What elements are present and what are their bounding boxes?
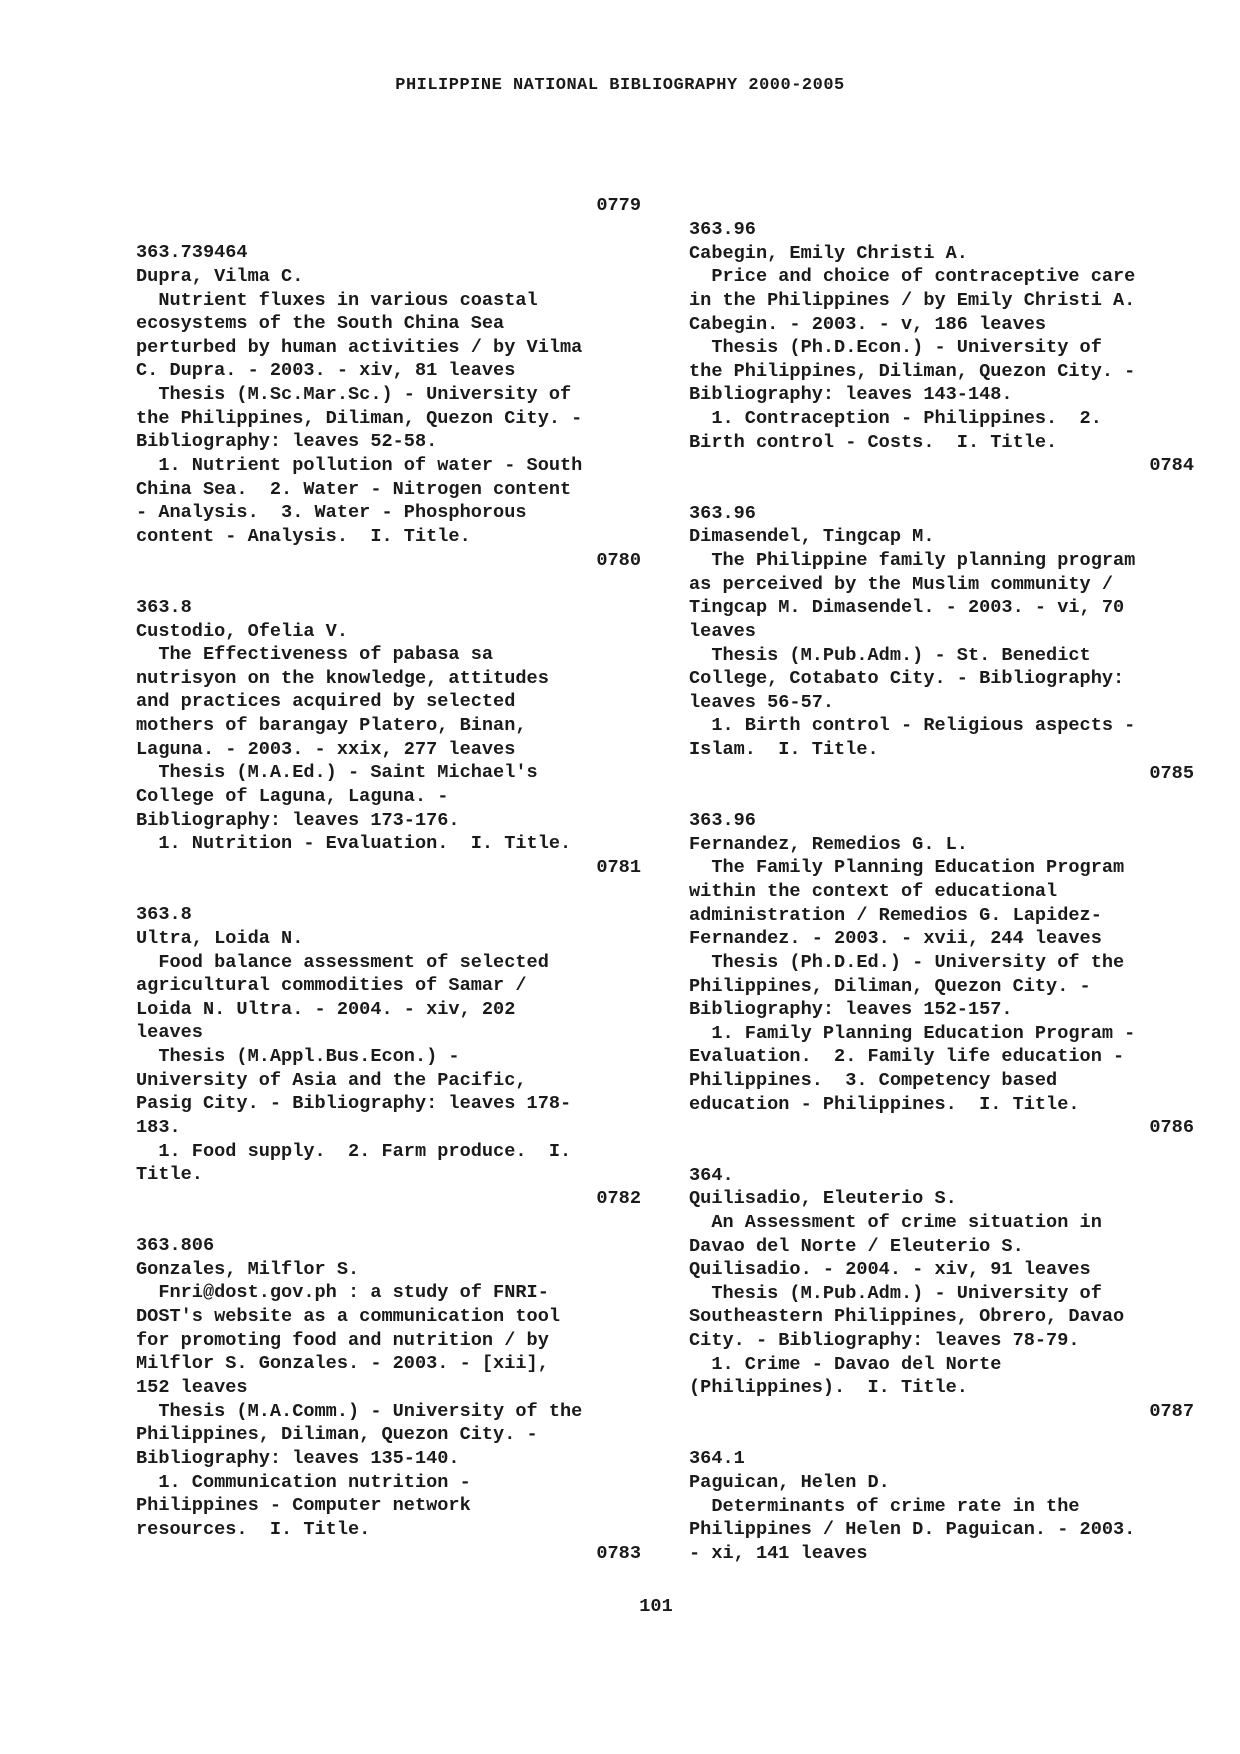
entry-spacer — [136, 1211, 641, 1235]
entry-line: (Philippines). I. Title. — [689, 1377, 968, 1399]
entry-line: Southeastern Philippines, Obrero, Davao — [689, 1306, 1125, 1328]
entry-line: Bibliography: leaves 143-148. — [689, 384, 1013, 406]
entry-line: Thesis (M.Pub.Adm.) - University of — [689, 1282, 1102, 1304]
entry-line: Thesis (Ph.D.Ed.) - University of the — [689, 951, 1125, 973]
entry-line: within the context of educational — [689, 880, 1058, 902]
entry-line: mothers of barangay Platero, Binan, — [136, 715, 527, 737]
entry-line: The Family Planning Education Program — [689, 857, 1125, 879]
bibliography-entry — [136, 241, 641, 572]
entry-line: Dimasendel, Tingcap M. — [689, 526, 935, 548]
bibliography-entry — [689, 1447, 1194, 1565]
entry-line: University of Asia and the Pacific, — [136, 1069, 527, 1091]
call-number: 363.96 — [689, 810, 756, 832]
entry-line: nutrisyon on the knowledge, attitudes — [136, 667, 549, 689]
entry-line: Philippines - Computer network — [136, 1495, 471, 1517]
entry-line: College of Laguna, Laguna. - — [136, 786, 449, 808]
entry-line: College, Cotabato City. - Bibliography: — [689, 668, 1125, 690]
entry-line: Thesis (Ph.D.Econ.) - University of — [689, 337, 1102, 359]
entry-line: City. - Bibliography: leaves 78-79. — [689, 1330, 1080, 1352]
entry-line: Davao del Norte / Eleuterio S. — [689, 1235, 1024, 1257]
entry-line: Bibliography: leaves 52-58. — [136, 431, 438, 453]
entry-number: 0784 — [1149, 455, 1194, 477]
entry-line: 1. Contraception - Philippines. 2. — [689, 408, 1102, 430]
entry-line: Ultra, Loida N. — [136, 927, 304, 949]
entry-line: as perceived by the Muslim community / — [689, 573, 1114, 595]
entry-line: Cabegin, Emily Christi A. — [689, 242, 968, 264]
entry-line: Determinants of crime rate in the — [689, 1495, 1080, 1517]
entry-line: Title. — [136, 1164, 203, 1186]
entry-line: 1. Food supply. 2. Farm produce. I. — [136, 1140, 572, 1162]
entry-line: Custodio, Ofelia V. — [136, 620, 349, 642]
entry-line: ecosystems of the South China Sea — [136, 313, 505, 335]
entry-line: Dupra, Vilma C. — [136, 265, 304, 287]
entry-line: Philippines / Helen D. Paguican. - 2003. — [689, 1519, 1136, 1541]
entry-line: Cabegin. - 2003. - v, 186 leaves — [689, 313, 1047, 335]
entry-line: education - Philippines. I. Title. — [689, 1093, 1080, 1115]
entry-line: Price and choice of contraceptive care — [689, 266, 1136, 288]
entry-line: Evaluation. 2. Family life education - — [689, 1046, 1125, 1068]
entry-line: Fnri@dost.gov.ph : a study of FNRI- — [136, 1282, 549, 1304]
entry-line: 183. — [136, 1116, 181, 1138]
entry-line: Bibliography: leaves 152-157. — [689, 999, 1013, 1021]
entry-spacer — [136, 572, 641, 596]
entry-line: Laguna. - 2003. - xxix, 277 leaves — [136, 738, 516, 760]
entry-line: perturbed by human activities / by Vilma — [136, 336, 583, 358]
entry-line: Thesis (M.Pub.Adm.) - St. Benedict — [689, 644, 1091, 666]
call-number: 363.739464 — [136, 242, 248, 264]
entry-line: the Philippines, Diliman, Quezon City. - — [689, 360, 1136, 382]
bibliography-entry — [136, 596, 641, 880]
entry-line: DOST's website as a communication tool — [136, 1306, 561, 1328]
call-number: 363.806 — [136, 1235, 215, 1257]
bibliography-entry — [689, 1164, 1194, 1424]
entry-line: 1. Birth control - Religious aspects - — [689, 715, 1136, 737]
right-column — [689, 218, 1194, 1566]
entry-line: 1. Crime - Davao del Norte — [689, 1353, 1002, 1375]
entry-line: agricultural commodities of Samar / — [136, 975, 527, 997]
entry-line: Philippines. 3. Competency based — [689, 1070, 1058, 1092]
call-number: 364.1 — [689, 1448, 745, 1470]
bibliography-entry — [689, 809, 1194, 1140]
bibliography-entry — [136, 903, 641, 1210]
entry-line: Bibliography: leaves 173-176. — [136, 809, 460, 831]
entry-line: Milflor S. Gonzales. - 2003. - [xii], — [136, 1353, 549, 1375]
entry-line: in the Philippines / by Emily Christi A. — [689, 289, 1136, 311]
entry-line: 1. Communication nutrition - — [136, 1471, 471, 1493]
entry-line: leaves — [136, 1022, 203, 1044]
entry-line: Philippines, Diliman, Quezon City. - — [136, 1424, 538, 1446]
entry-number: 0785 — [1149, 762, 1194, 784]
entry-line: leaves — [689, 620, 756, 642]
entry-number: 0779 — [596, 195, 641, 216]
entry-line: for promoting food and nutrition / by — [136, 1329, 549, 1351]
entry-line: Paguican, Helen D. — [689, 1471, 890, 1493]
call-number: 363.8 — [136, 596, 192, 618]
entry-spacer — [689, 1140, 1194, 1164]
entry-line: Loida N. Ultra. - 2004. - xiv, 202 — [136, 998, 516, 1020]
entry-line: 1. Nutrient pollution of water - South — [136, 455, 583, 477]
entry-line: Food balance assessment of selected — [136, 951, 549, 973]
entry-line: Thesis (M.Appl.Bus.Econ.) - — [136, 1046, 460, 1068]
call-number: 363.96 — [689, 219, 756, 240]
entry-line: content - Analysis. I. Title. — [136, 525, 471, 547]
entry-line: The Effectiveness of pabasa sa — [136, 644, 494, 666]
entry-line: Quilisadio. - 2004. - xiv, 91 leaves — [689, 1259, 1091, 1281]
entry-line: Tingcap M. Dimasendel. - 2003. - vi, 70 — [689, 597, 1125, 619]
entry-line: Pasig City. - Bibliography: leaves 178- — [136, 1093, 572, 1115]
entry-line: 152 leaves — [136, 1377, 248, 1399]
entry-line: resources. I. Title. — [136, 1518, 371, 1540]
entry-line: Quilisadio, Eleuterio S. — [689, 1188, 957, 1210]
page-header: PHILIPPINE NATIONAL BIBLIOGRAPHY 2000-2005 — [395, 76, 845, 95]
entry-line: Nutrient fluxes in various coastal — [136, 289, 538, 311]
entry-number: 0787 — [1149, 1401, 1194, 1423]
entry-line: Gonzales, Milflor S. — [136, 1258, 360, 1280]
entry-spacer — [689, 785, 1194, 809]
entry-line: and practices acquired by selected — [136, 691, 516, 713]
call-number: 364. — [689, 1164, 734, 1186]
entry-spacer — [136, 880, 641, 904]
entry-number: 0783 — [596, 1542, 641, 1564]
entry-line: administration / Remedios G. Lapidez- — [689, 904, 1102, 926]
entry-spacer — [689, 1424, 1194, 1448]
entry-line: Islam. I. Title. — [689, 739, 879, 761]
entry-number: 0782 — [596, 1187, 641, 1209]
entry-line: the Philippines, Diliman, Quezon City. - — [136, 407, 583, 429]
entry-line: leaves 56-57. — [689, 691, 835, 713]
entry-line: Bibliography: leaves 135-140. — [136, 1447, 460, 1469]
entry-number: 0780 — [596, 549, 641, 571]
entry-line: 1. Nutrition - Evaluation. I. Title. — [136, 833, 572, 855]
left-column — [136, 194, 641, 1565]
entry-spacer — [689, 478, 1194, 502]
entry-line: Fernandez, Remedios G. L. — [689, 833, 968, 855]
entry-line: Thesis (M.A.Ed.) - Saint Michael's — [136, 762, 538, 784]
entry-line: - Analysis. 3. Water - Phosphorous — [136, 502, 527, 524]
call-number: 363.96 — [689, 502, 756, 524]
entry-line: China Sea. 2. Water - Nitrogen content — [136, 478, 572, 500]
entry-line: Fernandez. - 2003. - xvii, 244 leaves — [689, 928, 1102, 950]
bibliography-entry — [689, 502, 1194, 786]
entry-line: Thesis (M.A.Comm.) - University of the — [136, 1400, 583, 1422]
entry-line: Thesis (M.Sc.Mar.Sc.) - University of — [136, 384, 572, 406]
entry-line: Philippines, Diliman, Quezon City. - — [689, 975, 1091, 997]
entry-line: Birth control - Costs. I. Title. — [689, 431, 1058, 453]
entry-line: C. Dupra. - 2003. - xiv, 81 leaves — [136, 360, 516, 382]
entry-line: The Philippine family planning program — [689, 549, 1136, 571]
bibliography-entry — [136, 1234, 641, 1565]
entry-spacer — [136, 218, 641, 242]
call-number: 363.8 — [136, 904, 192, 926]
entry-line: 1. Family Planning Education Program - — [689, 1022, 1136, 1044]
page-number: 101 — [639, 1596, 673, 1617]
entry-number: 0781 — [596, 856, 641, 878]
bibliography-entry — [689, 218, 1194, 478]
entry-line: - xi, 141 leaves — [689, 1542, 868, 1564]
entry-line: An Assessment of crime situation in — [689, 1211, 1102, 1233]
entry-number: 0786 — [1149, 1117, 1194, 1139]
